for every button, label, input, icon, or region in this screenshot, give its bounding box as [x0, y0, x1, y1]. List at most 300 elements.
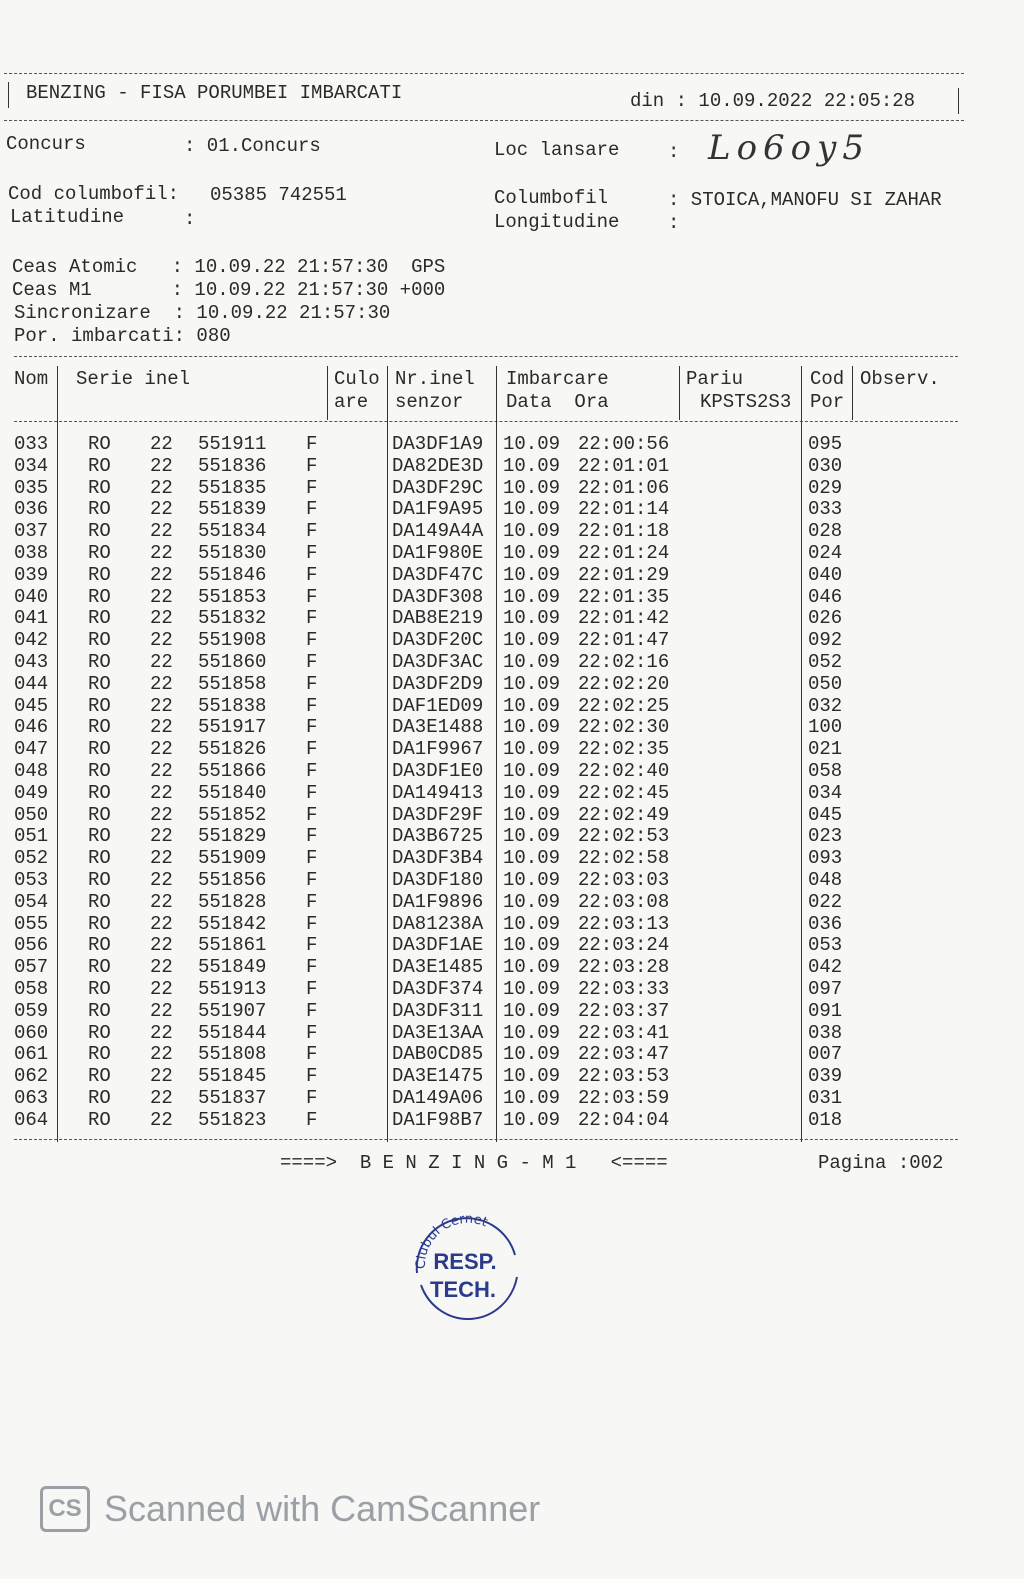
- columbofil-value: : STOICA,MANOFU SI ZAHAR: [668, 189, 942, 211]
- cell-country: RO: [88, 999, 111, 1022]
- stamp-icon: [407, 1207, 525, 1325]
- cell-ring: 551849: [198, 956, 267, 979]
- table-row: [0, 1022, 960, 1044]
- cell-cod-por: 058: [808, 760, 843, 782]
- cell-senzor: DA1F9A95: [392, 498, 484, 521]
- cell-nom: 052: [14, 847, 49, 870]
- cell-sex: F: [306, 694, 318, 717]
- cell-date: 10.09: [503, 716, 561, 739]
- table-row: [0, 934, 960, 956]
- cell-ring: 551842: [198, 912, 267, 935]
- cell-sex: F: [306, 1108, 318, 1131]
- cell-nom: 048: [14, 760, 49, 782]
- cell-cod-por: 095: [808, 433, 843, 455]
- cell-sex: F: [306, 433, 318, 455]
- cell-cod-por: 028: [808, 520, 843, 543]
- cell-time: 22:01:47: [578, 629, 670, 652]
- cell-senzor: DAB0CD85: [392, 1043, 484, 1066]
- cell-nom: 041: [14, 607, 49, 630]
- cell-year: 22: [150, 978, 173, 1000]
- table-row: [0, 695, 960, 717]
- cell-ring: 551911: [198, 433, 267, 455]
- cell-year: 22: [150, 563, 173, 586]
- cell-date: 10.09: [503, 563, 561, 586]
- table-row: [0, 782, 960, 804]
- cell-date: 10.09: [503, 476, 561, 499]
- cell-senzor: DA149A06: [392, 1087, 484, 1109]
- cell-sex: F: [306, 607, 318, 630]
- cell-sex: F: [306, 1087, 318, 1109]
- header-bottom-rule: [4, 120, 964, 121]
- cell-ring: 551830: [198, 542, 267, 564]
- cell-time: 22:02:49: [578, 803, 670, 826]
- cell-year: 22: [150, 629, 173, 652]
- cell-cod-por: 052: [808, 651, 843, 673]
- cell-sex: F: [306, 498, 318, 521]
- cell-senzor: DA149A4A: [392, 520, 484, 543]
- cell-country: RO: [88, 781, 111, 804]
- cell-country: RO: [88, 607, 111, 630]
- cell-sex: F: [306, 781, 318, 804]
- cell-date: 10.09: [503, 1043, 561, 1066]
- cell-date: 10.09: [503, 542, 561, 564]
- cell-cod-por: 048: [808, 869, 843, 891]
- cell-sex: F: [306, 738, 318, 761]
- cell-nom: 033: [14, 433, 49, 455]
- cell-country: RO: [88, 716, 111, 739]
- cell-senzor: DA3DF1E0: [392, 760, 484, 782]
- cell-nom: 064: [14, 1108, 49, 1131]
- cell-nom: 054: [14, 890, 49, 913]
- cell-senzor: DA3DF180: [392, 869, 484, 891]
- cell-senzor: DA3DF47C: [392, 563, 484, 586]
- cell-date: 10.09: [503, 1021, 561, 1044]
- cell-ring: 551846: [198, 563, 267, 586]
- table-row: [0, 716, 960, 738]
- cell-date: 10.09: [503, 738, 561, 761]
- table-row: [0, 1000, 960, 1022]
- cell-ring: 551853: [198, 585, 267, 608]
- cell-sex: F: [306, 1021, 318, 1044]
- cell-ring: 551917: [198, 716, 267, 739]
- cell-nom: 043: [14, 651, 49, 673]
- cell-cod-por: 093: [808, 847, 843, 870]
- cell-cod-por: 033: [808, 498, 843, 521]
- cell-sex: F: [306, 651, 318, 673]
- cell-ring: 551866: [198, 760, 267, 782]
- cell-ring: 551861: [198, 934, 267, 957]
- cell-ring: 551826: [198, 738, 267, 761]
- cell-nom: 044: [14, 672, 49, 695]
- cell-country: RO: [88, 433, 111, 455]
- ceas-m1-line: Ceas M1 : 10.09.22 21:57:30 +000: [12, 279, 446, 301]
- cell-country: RO: [88, 1021, 111, 1044]
- cell-year: 22: [150, 738, 173, 761]
- cell-senzor: DAF1ED09: [392, 694, 484, 717]
- cell-senzor: DA82DE3D: [392, 454, 484, 477]
- cell-cod-por: 091: [808, 999, 843, 1022]
- header-nom: Nom: [14, 368, 49, 390]
- cell-cod-por: 029: [808, 476, 843, 499]
- cell-cod-por: 007: [808, 1043, 843, 1066]
- cell-senzor: DA1F9896: [392, 890, 484, 913]
- cell-ring: 551828: [198, 890, 267, 913]
- cell-ring: 551840: [198, 781, 267, 804]
- cell-year: 22: [150, 956, 173, 979]
- cell-cod-por: 039: [808, 1065, 843, 1088]
- col-sep-serie-head: [327, 366, 328, 420]
- cell-senzor: DA3E13AA: [392, 1021, 484, 1044]
- cell-nom: 047: [14, 738, 49, 761]
- cell-year: 22: [150, 869, 173, 891]
- cell-country: RO: [88, 1108, 111, 1131]
- cell-cod-por: 092: [808, 629, 843, 652]
- table-row: [0, 869, 960, 891]
- page-number: Pagina :002: [818, 1152, 944, 1174]
- cell-cod-por: 032: [808, 694, 843, 717]
- cell-nom: 057: [14, 956, 49, 979]
- cell-ring: 551907: [198, 999, 267, 1022]
- table-row: [0, 847, 960, 869]
- cell-year: 22: [150, 934, 173, 957]
- cell-ring: 551823: [198, 1108, 267, 1131]
- cell-year: 22: [150, 607, 173, 630]
- cell-ring: 551829: [198, 825, 267, 848]
- cell-time: 22:02:30: [578, 716, 670, 739]
- cell-time: 22:03:03: [578, 869, 670, 891]
- cell-year: 22: [150, 1087, 173, 1109]
- cell-sex: F: [306, 890, 318, 913]
- cell-sex: F: [306, 803, 318, 826]
- table-row: [0, 607, 960, 629]
- cell-nom: 039: [14, 563, 49, 586]
- cell-ring: 551858: [198, 672, 267, 695]
- table-row: [0, 913, 960, 935]
- cell-time: 22:01:18: [578, 520, 670, 543]
- table-row: [0, 477, 960, 499]
- cell-senzor: DA1F980E: [392, 542, 484, 564]
- cell-country: RO: [88, 912, 111, 935]
- cell-time: 22:03:13: [578, 912, 670, 935]
- cell-time: 22:02:16: [578, 651, 670, 673]
- cell-country: RO: [88, 956, 111, 979]
- cell-cod-por: 030: [808, 454, 843, 477]
- cell-date: 10.09: [503, 607, 561, 630]
- cell-cod-por: 026: [808, 607, 843, 630]
- cell-ring: 551908: [198, 629, 267, 652]
- cell-year: 22: [150, 520, 173, 543]
- cod-columbofil-label: Cod columbofil:: [8, 183, 180, 205]
- cell-date: 10.09: [503, 694, 561, 717]
- cell-nom: 049: [14, 781, 49, 804]
- header-pariu-1: Pariu: [686, 368, 744, 390]
- cell-sex: F: [306, 956, 318, 979]
- cell-cod-por: 021: [808, 738, 843, 761]
- cell-time: 22:03:37: [578, 999, 670, 1022]
- cell-ring: 551835: [198, 476, 267, 499]
- cell-year: 22: [150, 1065, 173, 1088]
- cell-date: 10.09: [503, 454, 561, 477]
- cell-year: 22: [150, 498, 173, 521]
- cell-cod-por: 023: [808, 825, 843, 848]
- cell-nom: 059: [14, 999, 49, 1022]
- cell-country: RO: [88, 803, 111, 826]
- cell-date: 10.09: [503, 847, 561, 870]
- table-row: [0, 1043, 960, 1065]
- cell-senzor: DA3DF29F: [392, 803, 484, 826]
- cell-country: RO: [88, 585, 111, 608]
- table-row: [0, 956, 960, 978]
- cell-nom: 046: [14, 716, 49, 739]
- cell-country: RO: [88, 847, 111, 870]
- camscanner-text: Scanned with CamScanner: [104, 1488, 541, 1529]
- cell-nom: 055: [14, 912, 49, 935]
- cell-year: 22: [150, 651, 173, 673]
- cell-senzor: DA3DF1AE: [392, 934, 484, 957]
- cell-time: 22:02:45: [578, 781, 670, 804]
- cell-year: 22: [150, 1108, 173, 1131]
- cell-year: 22: [150, 1021, 173, 1044]
- cell-senzor: DA3DF2D9: [392, 672, 484, 695]
- cell-time: 22:01:29: [578, 563, 670, 586]
- cell-country: RO: [88, 825, 111, 848]
- header-top-rule: [4, 73, 964, 74]
- concurs-value: : 01.Concurs: [184, 135, 321, 157]
- cell-country: RO: [88, 738, 111, 761]
- cell-nom: 036: [14, 498, 49, 521]
- cell-year: 22: [150, 803, 173, 826]
- cell-country: RO: [88, 629, 111, 652]
- cell-date: 10.09: [503, 498, 561, 521]
- table-row: [0, 1065, 960, 1087]
- cell-country: RO: [88, 1043, 111, 1066]
- cell-country: RO: [88, 542, 111, 564]
- por-imbarcati-line: Por. imbarcati: 080: [14, 325, 231, 347]
- cell-sex: F: [306, 760, 318, 782]
- cell-time: 22:03:33: [578, 978, 670, 1000]
- cell-year: 22: [150, 1043, 173, 1066]
- cell-senzor: DA3DF311: [392, 999, 484, 1022]
- cell-nom: 060: [14, 1021, 49, 1044]
- cell-senzor: DA3E1475: [392, 1065, 484, 1088]
- header-cod-2: Por: [810, 391, 845, 413]
- cell-time: 22:04:04: [578, 1108, 670, 1131]
- table-row: [0, 629, 960, 651]
- cell-senzor: DA3B6725: [392, 825, 484, 848]
- cell-nom: 051: [14, 825, 49, 848]
- print-datetime: din : 10.09.2022 22:05:28: [630, 90, 916, 112]
- cell-sex: F: [306, 1065, 318, 1088]
- cell-time: 22:02:20: [578, 672, 670, 695]
- cell-time: 22:02:25: [578, 694, 670, 717]
- cell-year: 22: [150, 694, 173, 717]
- cell-country: RO: [88, 934, 111, 957]
- cell-sex: F: [306, 869, 318, 891]
- cell-cod-por: 045: [808, 803, 843, 826]
- cell-cod-por: 042: [808, 956, 843, 979]
- loc-lansare-separator: :: [668, 141, 680, 163]
- cell-ring: 551845: [198, 1065, 267, 1088]
- cell-country: RO: [88, 454, 111, 477]
- table-row: [0, 891, 960, 913]
- col-sep-cod-head: [852, 366, 853, 420]
- table-row: [0, 760, 960, 782]
- cell-ring: 551852: [198, 803, 267, 826]
- cell-country: RO: [88, 498, 111, 521]
- cell-sex: F: [306, 672, 318, 695]
- cell-sex: F: [306, 912, 318, 935]
- cell-date: 10.09: [503, 825, 561, 848]
- cell-time: 22:01:06: [578, 476, 670, 499]
- cell-ring: 551834: [198, 520, 267, 543]
- cell-nom: 035: [14, 476, 49, 499]
- cell-sex: F: [306, 716, 318, 739]
- cell-country: RO: [88, 1087, 111, 1109]
- table-header-rule: [14, 421, 958, 422]
- cell-cod-por: 097: [808, 978, 843, 1000]
- table-row: [0, 825, 960, 847]
- cell-year: 22: [150, 847, 173, 870]
- cell-ring: 551839: [198, 498, 267, 521]
- cell-ring: 551913: [198, 978, 267, 1000]
- cell-year: 22: [150, 999, 173, 1022]
- cell-senzor: DA3DF20C: [392, 629, 484, 652]
- cell-year: 22: [150, 433, 173, 455]
- cell-sex: F: [306, 585, 318, 608]
- sincronizare-line: Sincronizare : 10.09.22 21:57:30: [14, 302, 391, 324]
- table-row: [0, 978, 960, 1000]
- cell-senzor: DA3DF29C: [392, 476, 484, 499]
- cell-date: 10.09: [503, 934, 561, 957]
- cell-time: 22:01:35: [578, 585, 670, 608]
- cell-nom: 045: [14, 694, 49, 717]
- document-title: BENZING - FISA PORUMBEI IMBARCATI: [26, 82, 403, 104]
- cell-country: RO: [88, 760, 111, 782]
- cell-sex: F: [306, 825, 318, 848]
- cell-date: 10.09: [503, 956, 561, 979]
- header-observ: Observ.: [860, 368, 940, 390]
- cell-sex: F: [306, 934, 318, 957]
- cell-cod-por: 036: [808, 912, 843, 935]
- cell-year: 22: [150, 825, 173, 848]
- cell-sex: F: [306, 476, 318, 499]
- cell-date: 10.09: [503, 890, 561, 913]
- header-cod-1: Cod: [810, 368, 845, 390]
- cell-time: 22:01:24: [578, 542, 670, 564]
- header-right-edge: [958, 88, 959, 114]
- loc-lansare-handwritten: Lo6oy5: [708, 128, 870, 168]
- cell-senzor: DA3E1485: [392, 956, 484, 979]
- cell-time: 22:00:56: [578, 433, 670, 455]
- cod-columbofil-value: 05385 742551: [210, 184, 347, 206]
- cell-cod-por: 040: [808, 563, 843, 586]
- latitudine-value: :: [184, 208, 196, 230]
- cell-ring: 551837: [198, 1087, 267, 1109]
- cell-date: 10.09: [503, 585, 561, 608]
- cell-cod-por: 024: [808, 542, 843, 564]
- cell-ring: 551838: [198, 694, 267, 717]
- header-nr-inel-1: Nr.inel: [395, 368, 475, 390]
- cell-cod-por: 022: [808, 890, 843, 913]
- cell-sex: F: [306, 454, 318, 477]
- cell-ring: 551808: [198, 1043, 267, 1066]
- loc-lansare-label: Loc lansare: [494, 139, 620, 161]
- cell-date: 10.09: [503, 978, 561, 1000]
- cell-sex: F: [306, 563, 318, 586]
- footer-benzing-m1: ====> B E N Z I N G - M 1 <====: [280, 1152, 668, 1174]
- header-imbarcare-2: Data Ora: [506, 391, 609, 413]
- cell-nom: 062: [14, 1065, 49, 1088]
- cell-year: 22: [150, 585, 173, 608]
- cell-country: RO: [88, 563, 111, 586]
- cell-nom: 042: [14, 629, 49, 652]
- cell-time: 22:01:01: [578, 454, 670, 477]
- header-imbarcare-1: Imbarcare: [506, 368, 609, 390]
- cell-time: 22:03:28: [578, 956, 670, 979]
- table-row: [0, 738, 960, 760]
- table-row: [0, 804, 960, 826]
- cell-cod-por: 038: [808, 1021, 843, 1044]
- table-row: [0, 520, 960, 542]
- cell-date: 10.09: [503, 869, 561, 891]
- cell-cod-por: 018: [808, 1108, 843, 1131]
- concurs-label: Concurs: [6, 133, 86, 155]
- cell-nom: 056: [14, 934, 49, 957]
- cell-senzor: DAB8E219: [392, 607, 484, 630]
- cell-ring: 551856: [198, 869, 267, 891]
- cell-year: 22: [150, 716, 173, 739]
- table-row: [0, 1087, 960, 1109]
- stamp: [388, 1188, 506, 1306]
- cell-senzor: DA3DF374: [392, 978, 484, 1000]
- cell-date: 10.09: [503, 912, 561, 935]
- col-sep-imbarcare-head: [679, 366, 680, 420]
- cell-senzor: DA3DF3AC: [392, 651, 484, 673]
- header-nr-inel-2: senzor: [395, 391, 464, 413]
- cell-country: RO: [88, 651, 111, 673]
- cell-country: RO: [88, 1065, 111, 1088]
- stamp-line-2: TECH.: [430, 1277, 497, 1302]
- cell-sex: F: [306, 1043, 318, 1066]
- longitudine-label: Longitudine: [494, 211, 620, 233]
- cell-date: 10.09: [503, 433, 561, 455]
- cell-sex: F: [306, 847, 318, 870]
- cell-cod-por: 034: [808, 781, 843, 804]
- cell-nom: 040: [14, 585, 49, 608]
- cell-senzor: DA3DF1A9: [392, 433, 484, 455]
- header-pariu-2: KPSTS2S3: [700, 391, 792, 413]
- latitudine-label: Latitudine: [10, 206, 125, 228]
- cell-sex: F: [306, 978, 318, 1000]
- header-culoare-1: Culo: [334, 368, 380, 390]
- cell-year: 22: [150, 542, 173, 564]
- cell-date: 10.09: [503, 1087, 561, 1109]
- cell-time: 22:03:24: [578, 934, 670, 957]
- cell-time: 22:03:59: [578, 1087, 670, 1109]
- cell-cod-por: 050: [808, 672, 843, 695]
- cell-country: RO: [88, 890, 111, 913]
- table-row: [0, 1109, 960, 1131]
- camscanner-watermark: [40, 1486, 540, 1532]
- cell-country: RO: [88, 672, 111, 695]
- cell-senzor: DA1F98B7: [392, 1108, 484, 1131]
- cell-ring: 551860: [198, 651, 267, 673]
- cell-time: 22:03:41: [578, 1021, 670, 1044]
- table-row: [0, 542, 960, 564]
- cell-ring: 551836: [198, 454, 267, 477]
- cell-senzor: DA149413: [392, 781, 484, 804]
- cell-time: 22:02:35: [578, 738, 670, 761]
